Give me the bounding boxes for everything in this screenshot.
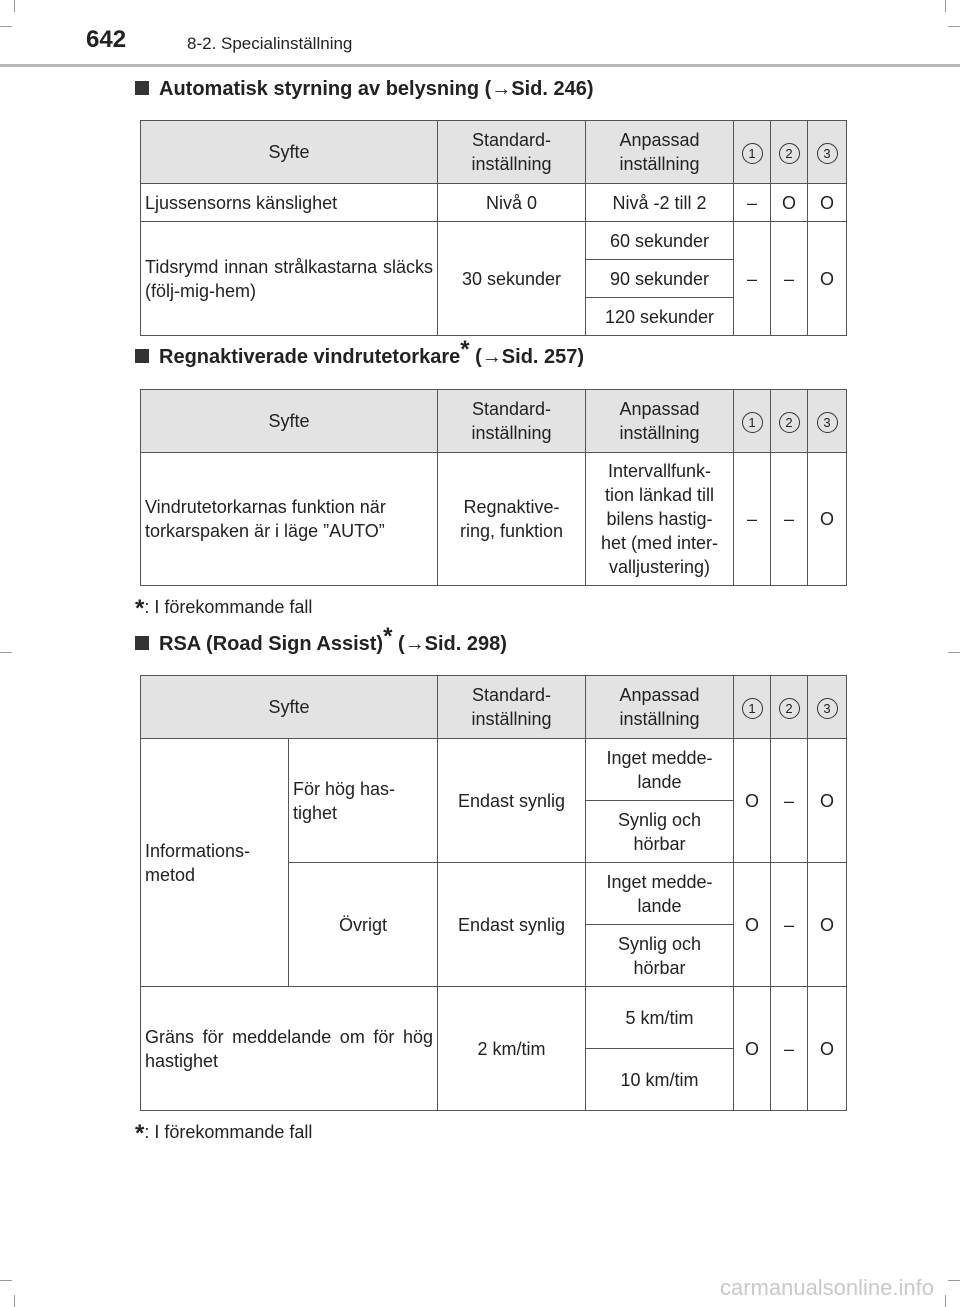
crop-mark: [0, 652, 12, 653]
table-row: [141, 987, 847, 1049]
row-c2: –: [771, 739, 808, 863]
crop-mark: [945, 1295, 946, 1307]
row-purpose: Tidsrymd innan strålkastarna släcks (följ-mig-hem): [141, 222, 438, 336]
row-option: 90 sekunder: [586, 260, 734, 298]
row-option: Inget medde- lande: [586, 739, 734, 801]
circled-3-icon: 3: [817, 698, 838, 719]
rsa-table: [140, 675, 847, 1111]
circled-3-icon: 3: [817, 412, 838, 433]
table-row: [141, 184, 847, 222]
row-c2: O: [771, 184, 808, 222]
row-standard: 30 sekunder: [438, 222, 586, 336]
row-c2: –: [771, 453, 808, 586]
row-purpose: Ljussensorns känslighet: [141, 184, 438, 222]
row-c1: –: [734, 222, 771, 336]
crop-mark: [945, 0, 946, 12]
footnote-star: *: [135, 595, 145, 622]
crop-mark: [14, 0, 15, 12]
header-standard: Standard- inställning: [438, 121, 586, 184]
row-custom: Intervallfunk- tion länkad till bilens hastig- het (med inter- valljustering): [586, 453, 734, 586]
wiper-table: [140, 389, 847, 586]
row-info-method: Informations- metod: [141, 739, 289, 987]
footnote: *: I förekommande fall: [135, 595, 313, 622]
crop-mark: [948, 26, 960, 27]
table-header-row: [141, 390, 847, 453]
crop-mark: [0, 1280, 12, 1281]
row-c1: –: [734, 453, 771, 586]
row-c1: O: [734, 987, 771, 1111]
row-limit-label: Gräns för meddelande om för hög hastighet: [141, 987, 438, 1111]
row-standard: Endast synlig: [438, 863, 586, 987]
row-option: Inget medde- lande: [586, 863, 734, 925]
row-option: 5 km/tim: [586, 987, 734, 1049]
row-c3: O: [808, 453, 847, 586]
crop-mark: [14, 1295, 15, 1307]
row-c1: O: [734, 739, 771, 863]
footnote-star: *: [383, 623, 393, 650]
circled-2-icon: 2: [779, 698, 800, 719]
header-custom: Anpassad inställning: [586, 676, 734, 739]
square-bullet-icon: [135, 81, 149, 95]
section-title-rsa: RSA (Road Sign Assist)* (→Sid. 298): [135, 633, 507, 656]
square-bullet-icon: [135, 636, 149, 650]
row-standard: Endast synlig: [438, 739, 586, 863]
page-number: 642: [86, 26, 127, 53]
row-standard: Regnaktive- ring, funktion: [438, 453, 586, 586]
row-purpose: Vindrutetorkarnas funktion när torkarspaken är i läge ”AUTO”: [141, 453, 438, 586]
crop-mark: [948, 1280, 960, 1281]
header-standard: Standard- inställning: [438, 390, 586, 453]
row-c2: –: [771, 222, 808, 336]
header-standard: Standard- inställning: [438, 676, 586, 739]
lighting-table: [140, 120, 847, 336]
row-c3: O: [808, 863, 847, 987]
row-standard: 2 km/tim: [438, 987, 586, 1111]
row-other: Övrigt: [289, 863, 438, 987]
row-option: 120 sekunder: [586, 298, 734, 336]
square-bullet-icon: [135, 349, 149, 363]
row-custom: Nivå -2 till 2: [586, 184, 734, 222]
row-c3: O: [808, 222, 847, 336]
table-row: [141, 739, 847, 801]
header-purpose: Syfte: [141, 676, 438, 739]
row-standard: Nivå 0: [438, 184, 586, 222]
row-c3: O: [808, 987, 847, 1111]
table-header-row: [141, 121, 847, 184]
footnote: *: I förekommande fall: [135, 1120, 313, 1147]
header-purpose: Syfte: [141, 121, 438, 184]
table-row: [141, 222, 847, 260]
footnote-star: *: [460, 336, 470, 363]
row-option: Synlig och hörbar: [586, 925, 734, 987]
circled-3-icon: 3: [817, 143, 838, 164]
circled-2-icon: 2: [779, 412, 800, 433]
row-c2: –: [771, 987, 808, 1111]
section-title-text: Automatisk styrning av belysning (→Sid. 246): [159, 78, 594, 100]
watermark: carmanualsonline.info: [719, 1275, 934, 1300]
row-option: Synlig och hörbar: [586, 801, 734, 863]
circled-1-icon: 1: [742, 698, 763, 719]
row-option: 60 sekunder: [586, 222, 734, 260]
circled-1-icon: 1: [742, 412, 763, 433]
row-c3: O: [808, 184, 847, 222]
footnote-star: *: [135, 1120, 145, 1147]
row-high-speed: För hög has- tighet: [289, 739, 438, 863]
table-header-row: [141, 676, 847, 739]
row-c1: –: [734, 184, 771, 222]
header-custom: Anpassad inställning: [586, 121, 734, 184]
header-custom: Anpassad inställning: [586, 390, 734, 453]
section-title-lighting: [135, 78, 594, 101]
row-option: 10 km/tim: [586, 1049, 734, 1111]
section-title-wipers: Regnaktiverade vindrutetorkare* (→Sid. 257): [135, 346, 584, 369]
row-c3: O: [808, 739, 847, 863]
header-divider: [0, 64, 960, 67]
circled-2-icon: 2: [779, 143, 800, 164]
circled-1-icon: 1: [742, 143, 763, 164]
crop-mark: [0, 26, 12, 27]
row-c2: –: [771, 863, 808, 987]
section-header: 8-2. Specialinställning: [187, 34, 353, 53]
row-c1: O: [734, 863, 771, 987]
header-purpose: Syfte: [141, 390, 438, 453]
table-row: [141, 453, 847, 586]
crop-mark: [948, 652, 960, 653]
